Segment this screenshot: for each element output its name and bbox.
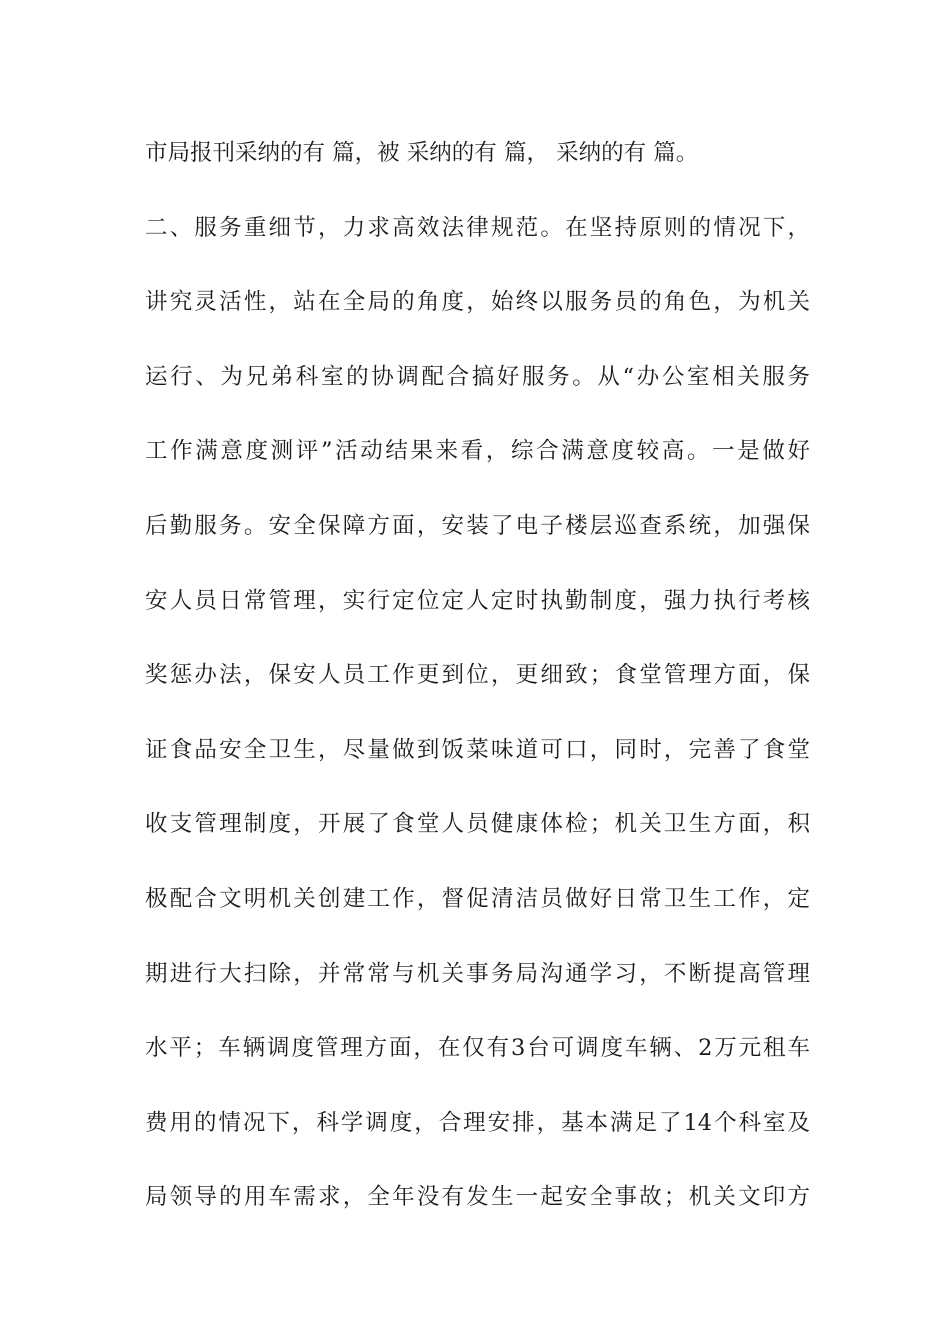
text-line-10: 收支管理制度，开展了食堂人员健康体检；机关卫生方面，积: [145, 811, 810, 838]
body-text: [145, 128, 810, 1247]
text-line-7: 安人员日常管理，实行定位定人定时执勤制度，强力执行考核: [145, 587, 810, 614]
text-line-12: 期进行大扫除，并常常与机关事务局沟通学习，不断提高管理: [145, 960, 810, 987]
text-line-9: 证食品安全卫生，尽量做到饭菜味道可口，同时，完善了食堂: [145, 736, 810, 763]
text-line-15: 局领导的用车需求，全年没有发生一起安全事故；机关文印方: [145, 1184, 810, 1211]
text-line-5: 工作满意度测评”活动结果来看，综合满意度较高。一是做好: [145, 438, 810, 465]
text-line-6: 后勤服务。安全保障方面，安装了电子楼层巡查系统，加强保: [145, 512, 810, 539]
text-line-2: 二、服务重细节，力求高效法律规范。在坚持原则的情况下，: [145, 214, 810, 241]
text-line-11: 极配合文明机关创建工作，督促清洁员做好日常卫生工作，定: [145, 885, 810, 912]
text-line-1: 市局报刊采纳的有 篇，被 采纳的有 篇， 采纳的有 篇。: [145, 140, 699, 166]
text-line-3: 讲究灵活性，站在全局的角度，始终以服务员的角色，为机关: [145, 289, 810, 316]
text-line-14: 费用的情况下，科学调度，合理安排，基本满足了14个科室及: [145, 1109, 810, 1136]
text-line-13: 水平；车辆调度管理方面，在仅有3台可调度车辆、2万元租车: [145, 1035, 810, 1062]
text-line-4: 运行、为兄弟科室的协调配合搞好服务。从“办公室相关服务: [145, 363, 810, 390]
text-line-8: 奖惩办法，保安人员工作更到位，更细致；食堂管理方面，保: [145, 662, 810, 689]
